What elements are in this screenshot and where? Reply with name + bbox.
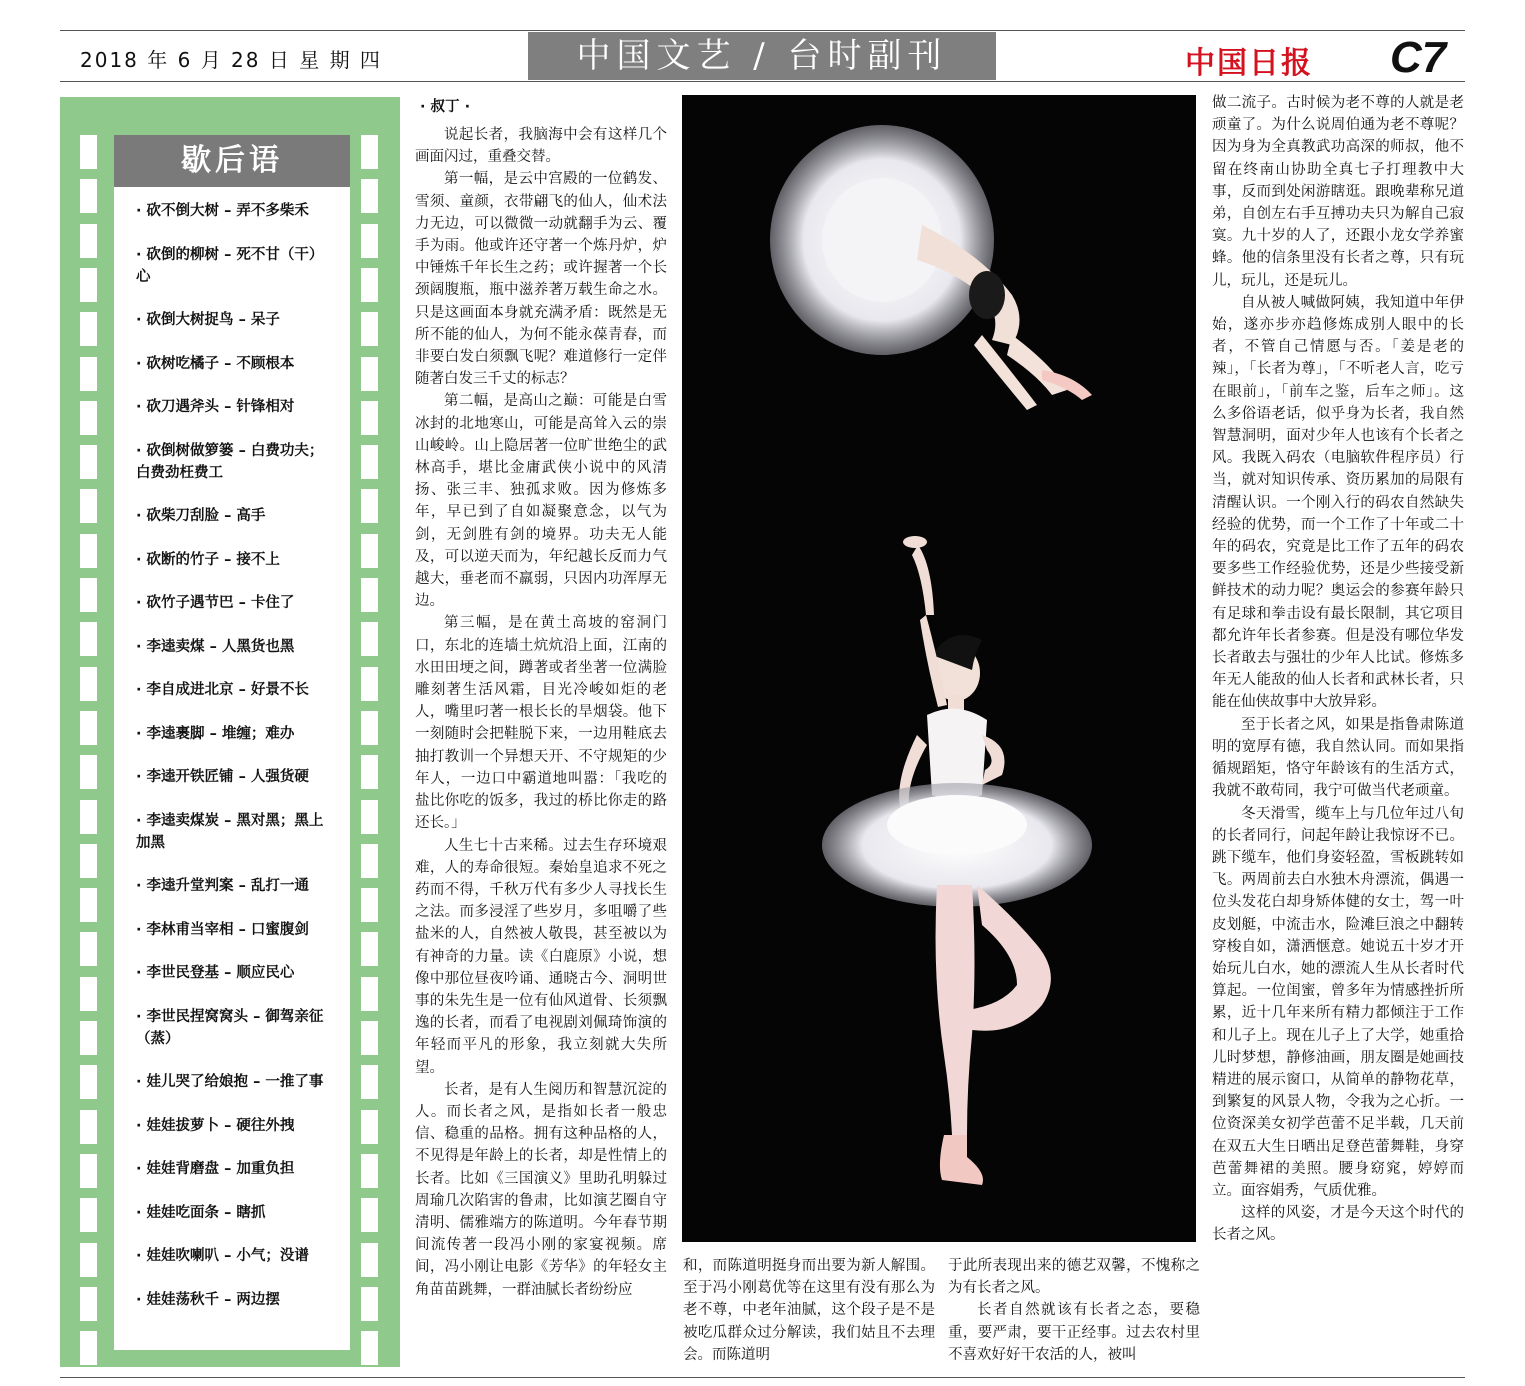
article-paragraph: 说起长者，我脑海中会有这样几个画面闪过，重叠交替。 [415, 127, 667, 166]
film-hole-left [80, 135, 97, 169]
idiom-item: · 砍倒的柳树 – 死不甘（干）心 [136, 246, 324, 285]
section-title: 中国文艺 / 台时副刊 [528, 32, 996, 80]
idiom-item: · 娃儿哭了给娘抱 – 一推了事 [136, 1074, 324, 1090]
film-hole-left [80, 1154, 97, 1188]
film-hole-right [361, 578, 378, 612]
page-number: C7 [1390, 33, 1447, 82]
article-paragraph: 做二流子。古时候为老不尊的人就是老顽童了。为什么说周伯通为老不尊呢？因为身为全真教武功高深的师叔，他不留在终南山协助全真七子打理教中大事，反而到处闲游瞎逛。跟晚辈称兄道弟，自创左右手互搏功夫只为解自己寂寞。九十岁的人了，还跟小龙女学养蜜蜂。他的信条里没有长者之尊，只有玩儿，玩儿，还是玩儿。 [1212, 95, 1464, 289]
film-hole-left [80, 534, 97, 568]
issue-date: 2018 年 6 月 28 日 星 期 四 [80, 48, 382, 72]
film-hole-right [361, 844, 378, 878]
article-byline: · 叔丁 · [420, 99, 471, 115]
film-hole-left [80, 1065, 97, 1099]
ballerina-illustration [682, 95, 1196, 1242]
article-paragraph: 自从被人喊做阿姨，我知道中年伊始，遂亦步亦趋修炼成别人眼中的长者，不管自己情愿与否。「姜是老的辣」，「长者为尊」，「不听老人言，吃亏在眼前」，「前车之鉴，后车之师」。这么多俗语老话，似乎身为长者，我自然智慧洞明，面对少年人也该有个长者之风。我既入码农（电脑软件程序员）行当，就对知识传承、资历累加的局限有清醒认识。一个刚入行的码农自然缺失经验的优势，而一个工作了十年或二十年的码农，究竟是比工作了五年的码农要多些工作经验优势，还是少些接受新鲜技术的动力呢？奥运会的参赛年龄只有足球和拳击设有最长限制，其它项目都允许年长者参赛。但是没有哪位华发长者敢去与强壮的少年人比试。修炼多年无人能敌的仙人长者和武林长者，只能在仙侠故事中大放异彩。 [1212, 294, 1464, 711]
film-hole-right [361, 401, 378, 435]
film-hole-right [361, 932, 378, 966]
film-hole-right [361, 534, 378, 568]
idiom-item: · 李自成进北京 – 好景不长 [136, 682, 309, 698]
idiom-item: · 李逵升堂判案 – 乱打一通 [136, 878, 309, 894]
film-hole-left [80, 800, 97, 834]
film-hole-left [80, 977, 97, 1011]
film-hole-right [361, 224, 378, 258]
film-hole-right [361, 312, 378, 346]
idiom-item: · 砍竹子遇节巴 – 卡住了 [136, 595, 295, 611]
article-paragraph: 人生七十古来稀。过去生存环境艰难，人的寿命很短。秦始皇追求不死之药而不得，千秋万代有多少人寻找长生之法。而多浸淫了些岁月，多咀嚼了些盐米的人，自然被人敬畏，甚至被以为有神奇的力量。读《白鹿原》小说，想像中那位昼夜吟诵、通晓古今、洞明世事的朱先生是一位有仙风道骨、长须飘逸的长者，而看了电视剧刘佩琦饰演的年轻而平凡的形象，我立刻就大失所望。 [415, 837, 667, 1076]
idiom-item: · 李逵卖煤 – 人黑货也黑 [136, 638, 295, 655]
idiom-item: · 李林甫当宰相 – 口蜜腹剑 [136, 921, 309, 938]
idiom-item: · 娃娃背磨盘 – 加重负担 [136, 1161, 295, 1177]
film-hole-left [80, 844, 97, 878]
film-hole-right [361, 268, 378, 302]
idiom-item: · 砍柴刀刮脸 – 高手 [136, 508, 266, 524]
idiom-item: · 李逵裹脚 – 堆缠；难办 [136, 725, 295, 742]
article-paragraph: 这样的风姿，才是今天这个时代的长者之风。 [1212, 1205, 1464, 1244]
film-hole-right [361, 977, 378, 1011]
film-hole-left [80, 711, 97, 745]
film-hole-right [361, 135, 378, 169]
film-hole-left [80, 932, 97, 966]
film-hole-right [361, 667, 378, 701]
article-paragraph: 第二幅，是高山之巅：可能是白雪冰封的北地寒山，可能是高耸入云的崇山峻岭。山上隐居著一位旷世绝尘的武林高手，堪比金庸武侠小说中的风清扬、张三丰、独孤求败。因为修炼多年，早已到了自如凝聚意念，以气为剑，无剑胜有剑的境界。功夫无人能及，可以逆天而为，年纪越长反而力气越大，垂老而不羸弱，只因内功浑厚无边。 [415, 393, 667, 610]
film-hole-left [80, 1287, 97, 1321]
film-hole-left [80, 312, 97, 346]
film-hole-right [361, 800, 378, 834]
film-hole-left [80, 224, 97, 258]
film-hole-left [80, 357, 97, 391]
film-hole-right [361, 1065, 378, 1099]
idiom-item: · 砍断的竹子 – 接不上 [136, 551, 280, 568]
article-paragraph: 长者，是有人生阅历和智慧沉淀的人。而长者之风，是指如长者一般忠信、稳重的品格。拥有这种品格的人，不见得是年龄上的长者，却是性情上的长者。比如《三国演义》里助孔明躲过周瑜几次陷害的鲁肃，比如演艺圈自守清明、儒雅端方的陈道明。今年春节期间流传著一段冯小刚的家宴视频。席间，冯小刚让电影《芳华》的年轻女主角苗苗跳舞，一群油腻长者纷纷应 [415, 1081, 667, 1298]
film-hole-left [80, 445, 97, 479]
idiom-item: · 李逵卖煤炭 – 黑对黑；黑上加黑 [136, 812, 324, 851]
idiom-item: · 娃娃拔萝卜 – 硬往外拽 [136, 1117, 295, 1134]
article-paragraph: 和，而陈道明挺身而出要为新人解围。至于冯小刚葛优等在这里有没有那么为老不尊，中老年油腻，这个段子是不是被吃瓜群众过分解读，我们姑且不去理会。而陈道明 [683, 1258, 935, 1363]
film-hole-right [361, 711, 378, 745]
film-hole-right [361, 1021, 378, 1055]
idiom-item: · 砍倒树做箩篓 – 白费功夫；白费劲枉费工 [136, 442, 324, 481]
idiom-item: · 砍刀遇斧头 – 针锋相对 [136, 399, 295, 415]
film-hole-right [361, 1110, 378, 1144]
idiom-item: · 娃娃吃面条 – 瞎抓 [136, 1204, 266, 1221]
film-hole-left [80, 667, 97, 701]
film-hole-left [80, 622, 97, 656]
idiom-item: · 李逵开铁匠铺 – 人强货硬 [136, 769, 309, 785]
film-hole-right [361, 179, 378, 213]
article-column-2 [683, 1255, 935, 1366]
film-hole-right [361, 445, 378, 479]
film-hole-left [80, 1110, 97, 1144]
sidebar-title: 歇后语 [114, 135, 350, 187]
newspaper-logo: 中国日报 [1185, 46, 1313, 81]
article-column-1 [415, 124, 667, 1301]
idiom-item: · 砍树吃橘子 – 不顾根本 [136, 355, 295, 372]
film-hole-right [361, 1154, 378, 1188]
article-paragraph: 第一幅，是云中宫殿的一位鹤发、雪须、童颜，衣带翩飞的仙人，仙术法力无边，可以微微一动就翻手为云、覆手为雨。他或许还守著一个炼丹炉，炉中锤炼千年长生之药；或许握著一个长颈阔腹瓶，瓶中滋养著万载生命之水。只是这画面本身就充满矛盾：既然是无所不能的仙人，为何不能永葆青春，而非要白发白须飘飞呢？难道修行一定伴随著白发三千丈的标志？ [415, 171, 667, 388]
article-paragraph: 至于长者之风，如果是指鲁肃陈道明的宽厚有德，我自然认同。而如果指循规蹈矩，恪守年龄该有的生活方式，我就不敢苟同，我宁可做当代老顽童。 [1212, 716, 1464, 800]
film-hole-left [80, 268, 97, 302]
article-paragraph: 于此所表现出来的德艺双馨，不愧称之为有长者之风。 [948, 1258, 1200, 1297]
article-column-3 [948, 1255, 1200, 1366]
film-hole-left [80, 578, 97, 612]
film-hole-right [361, 755, 378, 789]
article-paragraph: 第三幅，是在黄土高坡的窑洞门口，东北的连墙土炕炕沿上面，江南的水田田埂之间，蹲著或者坐著一位满脸雕刻著生活风霜，目光冷峻如炬的老人，嘴里叼著一根长长的旱烟袋。他下一刻随时会把鞋脱下来，一边用鞋底去抽打教训一个异想天开、不守规矩的少年人，一边口中霸道地叫嚣：「我吃的盐比你吃的饭多，我过的桥比你走的路还长。」 [415, 615, 667, 832]
top-rule [60, 30, 1465, 31]
idiom-item: · 娃娃荡秋千 – 两边摆 [136, 1291, 280, 1308]
article-column-4 [1212, 92, 1464, 1247]
idiom-item: · 砍不倒大树 – 弄不多柴禾 [136, 203, 309, 219]
film-hole-left [80, 1198, 97, 1232]
article-paragraph: 冬天滑雪，缆车上与几位年过八旬的长者同行，问起年龄让我惊讶不已。跳下缆车，他们身姿轻盈，雪板跳转如飞。两周前去白水独木舟漂流，偶遇一位头发花白却身矫体健的女士，驾一叶皮划艇，中流击水，险滩巨浪之中翻转穿梭自如，潇洒惬意。她说五十岁才开始玩儿白水，她的漂流人生从长者时代算起。一位闺蜜，曾多年为情感挫折所累，近十几年来所有精力都倾注于工作和儿子上。现在儿子上了大学，她重拾儿时梦想，静修油画，朋友圈是她画技精进的展示窗口，从简单的静物花草，到繁复的风景人物，令我为之心折。一位资深美女初学芭蕾不足半载，几天前在双五大生日晒出足登芭蕾舞鞋，身穿芭蕾舞裙的美照。腰身窈窕，婷婷而立。面容娟秀，气质优雅。 [1212, 805, 1464, 1199]
film-hole-left [80, 1021, 97, 1055]
idiom-item: · 李世民捏窝窝头 – 御驾亲征（蒸） [136, 1008, 324, 1047]
film-hole-right [361, 357, 378, 391]
film-hole-right [361, 1198, 378, 1232]
film-hole-right [361, 622, 378, 656]
film-hole-left [80, 489, 97, 523]
film-hole-left [80, 1331, 97, 1365]
idiom-item: · 娃娃吹喇叭 – 小气；没谱 [136, 1248, 309, 1264]
film-hole-right [361, 1331, 378, 1365]
ballet-photo [682, 95, 1196, 1242]
idiom-list [136, 200, 332, 1332]
film-hole-right [361, 1287, 378, 1321]
film-hole-left [80, 755, 97, 789]
film-hole-left [80, 1243, 97, 1277]
film-hole-right [361, 1243, 378, 1277]
film-hole-left [80, 888, 97, 922]
article-paragraph: 长者自然就该有长者之态，要稳重，要严肃，要干正经事。过去农村里不喜欢好好干农活的人，被叫 [948, 1302, 1200, 1363]
idiom-item: · 李世民登基 – 顺应民心 [136, 965, 295, 981]
bottom-rule [60, 1377, 1465, 1378]
film-hole-left [80, 179, 97, 213]
film-hole-left [80, 401, 97, 435]
film-hole-right [361, 888, 378, 922]
idiom-item: · 砍倒大树捉鸟 – 呆子 [136, 312, 280, 328]
film-hole-right [361, 489, 378, 523]
